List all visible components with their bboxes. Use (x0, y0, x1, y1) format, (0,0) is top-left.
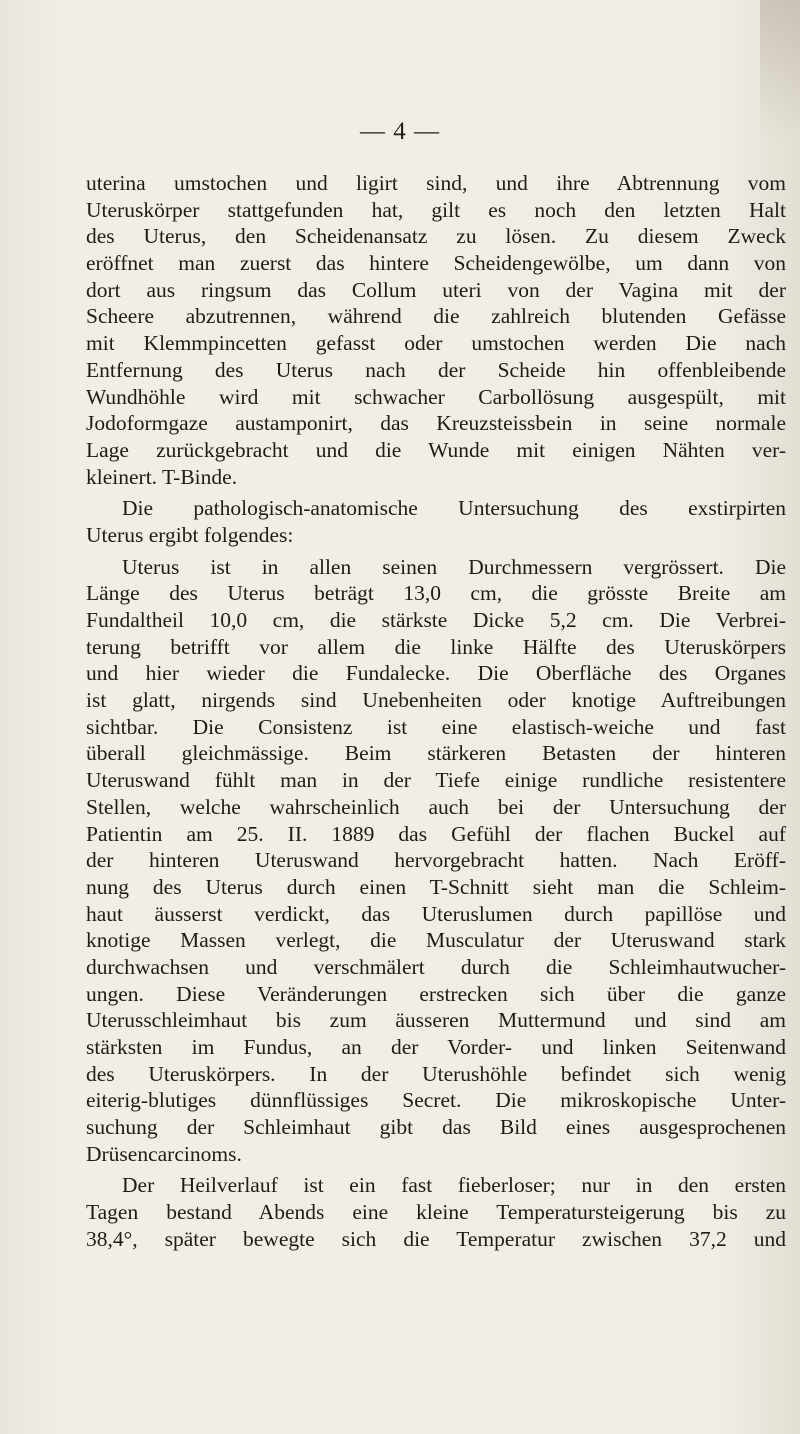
text-line: Patientin am 25. II. 1889 das Gefühl der flachen Buckel auf (86, 821, 786, 846)
text-line: Fundaltheil 10,0 cm, die stärkste Dicke 5,2 cm. Die Verbrei- (86, 608, 786, 632)
text-line: terung betrifft vor allem die linke Hälfte des Uteruskörpers (86, 634, 786, 659)
text-line: Uterus ergibt folgendes: (86, 522, 294, 547)
page-number: — 4 — (360, 118, 440, 145)
paragraph (86, 1172, 786, 1252)
text-line: Stellen, welche wahrscheinlich auch bei der Untersuchung der (86, 794, 786, 819)
text-line: Länge des Uterus beträgt 13,0 cm, die grösste Breite am (86, 581, 786, 606)
text-line: durchwachsen und verschmälert durch die Schleimhautwucher- (86, 954, 786, 979)
text-line: sichtbar. Die Consistenz ist eine elastisch-weiche und fast (86, 714, 786, 739)
paragraph (86, 554, 786, 1168)
paragraph (86, 170, 786, 490)
text-line: Jodoformgaze austamponirt, das Kreuzsteissbein in seine normale (86, 411, 786, 436)
text-line: Scheere abzutrennen, während die zahlreich blutenden Gefässe (86, 304, 786, 329)
text-line: eiterig-blutiges dünnflüssiges Secret. Die mikroskopische Unter- (86, 1088, 786, 1113)
text-line: Drüsencarcinoms. (86, 1141, 242, 1166)
text-line: ist glatt, nirgends sind Unebenheiten oder knotige Auftreibungen (86, 688, 786, 713)
text-line: Tagen bestand Abends eine kleine Temperatursteigerung bis zu (86, 1200, 786, 1225)
body-text (86, 170, 786, 1253)
text-line: Der Heilverlauf ist ein fast fieberloser; nur in den ersten (122, 1173, 786, 1198)
text-line: Uteruskörper stattgefunden hat, gilt es noch den letzten Halt (86, 197, 786, 222)
text-line: Uterusschleimhaut bis zum äusseren Muttermund und sind am (86, 1008, 786, 1033)
text-line: uterina umstochen und ligirt sind, und ihre Abtrennung vom (86, 171, 786, 195)
text-line: der hinteren Uteruswand hervorgebracht hatten. Nach Eröff- (86, 848, 786, 873)
text-line: und hier wieder die Fundalecke. Die Oberfläche des Organes (86, 661, 786, 686)
paragraph (86, 495, 786, 548)
text-line: Uterus ist in allen seinen Durchmessern vergrössert. Die (122, 554, 786, 579)
text-line: suchung der Schleimhaut gibt das Bild eines ausgesprochenen (86, 1115, 786, 1140)
text-line: haut äusserst verdickt, das Uteruslumen durch papillöse und (86, 901, 786, 926)
text-line: des Uterus, den Scheidenansatz zu lösen. Zu diesem Zweck (86, 224, 786, 249)
text-line: kleinert. T-Binde. (86, 464, 238, 489)
text-line: Entfernung des Uterus nach der Scheide hin offenbleibende (86, 357, 786, 382)
text-line: dort aus ringsum das Collum uteri von der Vagina mit der (86, 277, 786, 302)
text-line: Wundhöhle wird mit schwacher Carbollösung ausgespült, mit (86, 384, 786, 409)
text-line: Die pathologisch-anatomische Untersuchung des exstirpirten (122, 496, 786, 521)
text-line: stärksten im Fundus, an der Vorder- und linken Seitenwand (86, 1035, 786, 1059)
text-line: überall gleichmässige. Beim stärkeren Betasten der hinteren (86, 741, 786, 766)
text-line: mit Klemmpincetten gefasst oder umstochen werden Die nach (86, 331, 786, 356)
text-line: 38,4°, später bewegte sich die Temperatur zwischen 37,2 und (86, 1226, 786, 1251)
text-line: eröffnet man zuerst das hintere Scheidengewölbe, um dann von (86, 251, 786, 276)
text-line: knotige Massen verlegt, die Musculatur der Uteruswand stark (86, 928, 786, 953)
text-line: nung des Uterus durch einen T-Schnitt sieht man die Schleim- (86, 874, 786, 899)
text-line: Uteruswand fühlt man in der Tiefe einige rundliche resistentere (86, 768, 786, 793)
text-line: ungen. Diese Veränderungen erstrecken sich über die ganze (86, 981, 786, 1006)
text-line: Lage zurückgebracht und die Wunde mit einigen Nähten ver- (86, 437, 786, 462)
text-line: des Uteruskörpers. In der Uterushöhle befindet sich wenig (86, 1061, 786, 1086)
